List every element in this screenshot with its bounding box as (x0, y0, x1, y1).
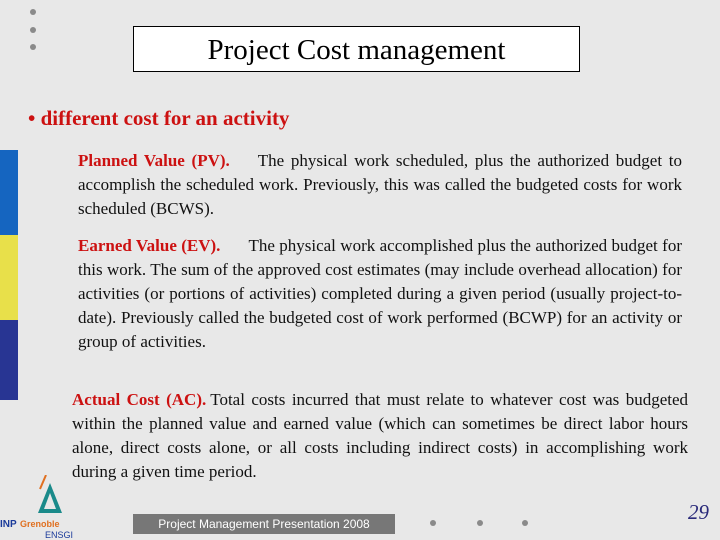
svg-text:Grenoble: Grenoble (20, 519, 60, 529)
planned-value-paragraph (78, 149, 682, 221)
definition: The physical work scheduled, plus the authorized budget to accomplish the scheduled work. Previously, this was called the budgeted costs for work scheduled (BCWS). (78, 151, 682, 218)
decor-dot (30, 27, 36, 33)
definition: Total costs incurred that must relate to whatever cost was budgeted within the planned value and earned value (which can sometimes be direct labor hours alone, direct costs alone, or all costs including indirect costs) in accomplishing work during a given time period. (72, 390, 689, 481)
slide-title: Project Cost management (133, 26, 580, 72)
decor-dot (522, 520, 528, 526)
decor-dot (430, 520, 436, 526)
actual-cost-paragraph (72, 388, 688, 484)
decor-dot (477, 520, 483, 526)
definition: The physical work accomplished plus the authorized budget for this work. The sum of the approved cost estimates (may include overhead allocation) for activities (or portions of activities) completed during a given period (usually project-to-date). Previously called the budgeted cost of work performed (BCWP) for an activity or group of activities. (78, 236, 682, 351)
svg-text:ENSGI: ENSGI (45, 530, 74, 540)
term: Earned Value (EV). (78, 236, 221, 255)
term: Actual Cost (AC). (72, 390, 207, 409)
footer-label: Project Management Presentation 2008 (133, 514, 395, 534)
color-bar-navy (0, 320, 18, 400)
earned-value-paragraph (78, 234, 682, 354)
page-number: 29 (688, 500, 709, 524)
inp-grenoble-logo (0, 475, 82, 540)
decor-dot (30, 44, 36, 50)
color-bar-blue (0, 150, 18, 235)
decor-dot (30, 9, 36, 15)
term: Planned Value (PV). (78, 151, 230, 170)
bullet-heading: • different cost for an activity (28, 106, 290, 130)
color-bar-yellow (0, 235, 18, 320)
svg-text:INP: INP (0, 519, 17, 530)
